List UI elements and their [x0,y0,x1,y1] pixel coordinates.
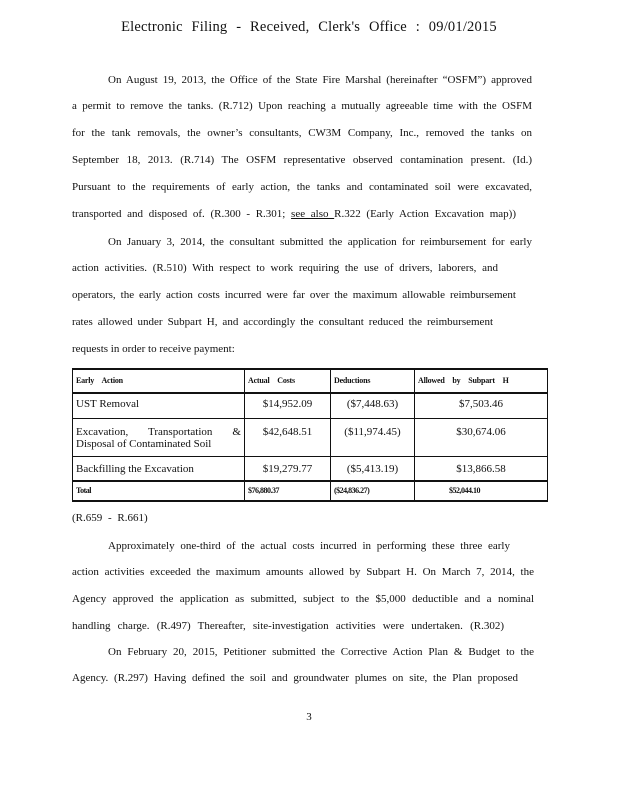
table-row [73,418,548,456]
text-line: Agency. (R.297) Having defined the soil and groundwater plumes on site, the Plan proposed [72,672,518,684]
total-actual: $76,880.37 [245,481,331,501]
text-line: for the tank removals, the owner’s consultants, CW3M Company, Inc., removed the tanks on [72,127,532,139]
activity-cell: UST Removal [73,393,245,418]
text-line: On January 3, 2014, the consultant submitted the application for reimbursement for early [108,236,532,248]
activity-cell: Excavation, Transportation & Disposal of Contaminated Soil [73,418,245,456]
page-number: 3 [306,711,312,723]
actual-cost-cell: $42,648.51 [245,418,331,456]
text-line: operators, the early action costs incurred were far over the maximum allowable reimbursement [72,289,516,301]
table-header-row [73,369,548,393]
text-line: Agency approved the application as submitted, subject to the $5,000 deductible and a nominal [72,593,534,605]
column-header: Allowed by Subpart H [415,369,548,393]
total-deductions: ($24,836.27) [331,481,415,501]
actual-cost-cell: $19,279.77 [245,456,331,481]
allowed-cell: $30,674.06 [415,418,548,456]
text-line: Approximately one-third of the actual costs incurred in performing these three early [108,540,510,552]
column-header: Deductions [331,369,415,393]
text-line: requests in order to receive payment: [72,343,235,355]
total-allowed: $52,044.10 [415,481,548,501]
allowed-cell: $13,866.58 [415,456,548,481]
table-total-row [73,481,548,501]
filing-stamp-header: Electronic Filing - Received, Clerk's Office : 09/01/2015 [121,19,497,35]
activity-cell: Backfilling the Excavation [73,456,245,481]
deduction-cell: ($11,974.45) [331,418,415,456]
text-line: On February 20, 2015, Petitioner submitted the Corrective Action Plan & Budget to the [108,646,534,658]
deduction-cell: ($7,448.63) [331,393,415,418]
allowed-cell: $7,503.46 [415,393,548,418]
column-header: Early Action [73,369,245,393]
table-citation: (R.659 - R.661) [72,512,148,524]
table-row [73,456,548,481]
total-label: Total [73,481,245,501]
text-line: action activities. (R.510) With respect to work requiring the use of drivers, laborers, and [72,262,498,274]
text-line: On August 19, 2013, the Office of the State Fire Marshal (hereinafter “OSFM”) approved [108,74,532,86]
column-header: Actual Costs [245,369,331,393]
text-line: Pursuant to the requirements of early action, the tanks and contaminated soil were excavated, [72,181,532,193]
text-line: a permit to remove the tanks. (R.712) Upon reaching a mutually agreeable time with the OSFM [72,100,532,112]
see-also-signal: see also [291,208,335,220]
text-line: rates allowed under Subpart H, and accordingly the consultant reduced the reimbursement [72,316,493,328]
text-line: transported and disposed of. (R.300 - R.301; see also R.322 (Early Action Excavation map)) [72,208,516,220]
text-line: September 18, 2013. (R.714) The OSFM representative observed contamination present. (Id.) [72,154,532,166]
early-action-costs-table [72,368,548,502]
actual-cost-cell: $14,952.09 [245,393,331,418]
text-line: action activities exceeded the maximum amounts allowed by Subpart H. On March 7, 2014, the [72,566,534,578]
table-row [73,393,548,418]
deduction-cell: ($5,413.19) [331,456,415,481]
text-line: handling charge. (R.497) Thereafter, site-investigation activities were undertaken. (R.302) [72,620,504,632]
